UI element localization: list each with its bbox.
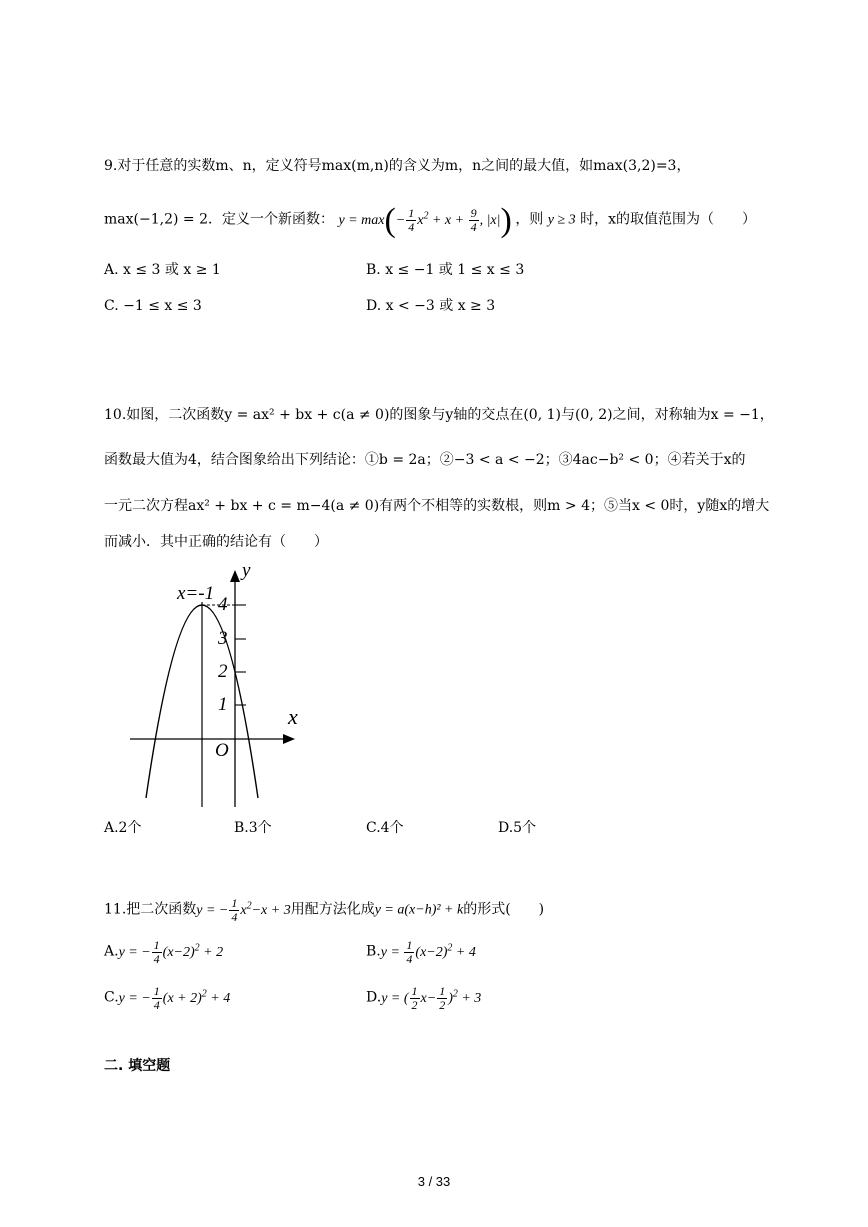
- q9-option-d[interactable]: D. x < −3 或 x ≥ 3: [366, 298, 496, 314]
- q10-option-c[interactable]: C.4个: [366, 820, 404, 836]
- origin-label: O: [215, 740, 229, 761]
- q9-line-2-end: 时，x的取值范围为（ ）: [580, 211, 757, 228]
- y-tick-label-3: 3: [218, 628, 228, 649]
- x-axis-arrow: [283, 734, 295, 744]
- parabola-graph: [120, 562, 320, 812]
- q10-option-a[interactable]: A.2个: [104, 820, 142, 836]
- y-tick-label-2: 2: [218, 661, 228, 682]
- q11-end: 的形式( ): [463, 901, 545, 918]
- q11-option-d[interactable]: D.y = ( $\frac{1}{2}$ x− $\frac{1}{2}$ )$^2$ + 3: [366, 983, 482, 1012]
- q9-line-2-start: max(−1,2) = 2．定义一个新函数：: [104, 211, 334, 228]
- y-tick-label-1: 1: [218, 694, 228, 715]
- q9-option-b[interactable]: B. x ≤ −1 或 1 ≤ x ≤ 3: [366, 262, 525, 278]
- q9-line-1: 9.对于任意的实数m、n，定义符号max(m,n)的含义为m，n之间的最大值，如max(3,2)=3，: [104, 158, 691, 174]
- q11-function: y = − $\frac{1}{4}$ $x^2-x + 3$: [196, 895, 291, 924]
- q9-line-2: [104, 201, 757, 239]
- q11-option-c[interactable]: C.y = − $\frac{1}{4}$ $(x + 2)^2 + 4$: [104, 983, 231, 1012]
- q9-line-2-mid: ，则: [515, 211, 544, 228]
- q9-function: y = max(− $\frac{1}{4}$ $x^2 + x$ + $\frac{9}{4}$ , |x|): [338, 201, 512, 239]
- q11-option-b[interactable]: B.y = $\frac{1}{4}$ $(x-2)^2 + 4$: [366, 937, 476, 966]
- page-number: 3 / 33: [417, 1174, 451, 1189]
- q11-intro: 11.把二次函数: [104, 901, 197, 918]
- y-axis-label: y: [242, 562, 251, 581]
- symmetry-label: x=-1: [177, 583, 215, 604]
- q11-option-a[interactable]: A.y = − $\frac{1}{4}$ $(x-2)^2 + 2$: [104, 937, 224, 966]
- q9-y-condition: y ≥ 3: [547, 212, 576, 228]
- y-axis-arrow: [230, 570, 240, 582]
- q9-option-a[interactable]: A. x ≤ 3 或 x ≥ 1: [104, 262, 221, 278]
- q11-mid: 用配方法化成: [290, 901, 375, 918]
- section-heading: 二. 填空题: [104, 1058, 171, 1074]
- q10-option-d[interactable]: D.5个: [498, 820, 537, 836]
- q9-option-c[interactable]: C. −1 ≤ x ≤ 3: [104, 298, 202, 314]
- q10-line-2: 函数最大值为4，结合图象给出下列结论：①b = 2a；②−3 < a < −2；③4ac−b² < 0；④若关于x的: [104, 452, 746, 468]
- q10-line-4: 而减小．其中正确的结论有（ ）: [104, 534, 328, 550]
- q11-line-1: [104, 896, 544, 924]
- q10-line-3: 一元二次方程ax² + bx + c = m−4(a ≠ 0)有两个不相等的实数根，则m > 4；⑤当x < 0时，y随x的增大: [104, 498, 770, 514]
- y-tick-label-4: 4: [218, 594, 228, 615]
- q10-line-1: 10.如图，二次函数y = ax² + bx + c(a ≠ 0)的图象与y轴的交点在(0, 1)与(0, 2)之间，对称轴为x = −1，: [104, 407, 774, 423]
- q11-vertex-form: y = a(x−h)² + k: [374, 902, 464, 918]
- q10-option-b[interactable]: B.3个: [234, 820, 272, 836]
- x-axis-label: x: [288, 704, 298, 729]
